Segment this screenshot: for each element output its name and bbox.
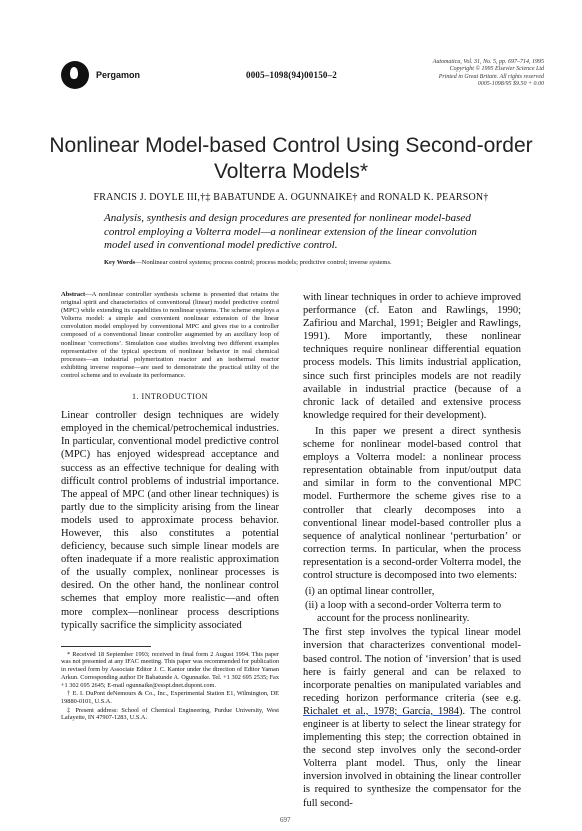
section-heading: 1. INTRODUCTION: [132, 392, 208, 402]
list-item: (i) an optimal linear controller,: [305, 586, 435, 598]
body-paragraph: In this paper we present a direct synthesis scheme for nonlinear model-based control that employs a Volterra model: a nonlinear process representation obtainable from input/output data and similar in form to the conventional MPC model. Furthermore the scheme gives rise to a controller that clearly decomposes into a conventional linear model-based controller plus a sequence of analytical nonlinear ‘perturbation’ or correction terms. In particular, when the process representation is a second-order Volterra model, the control structure is decomposed into two elements:: [303, 425, 521, 581]
page-number: 697: [280, 816, 291, 824]
list-item: (ii) a loop with a second-order Volterra term to account for the process nonlinearity.: [305, 600, 502, 625]
abstract-label: Abstract: [61, 291, 86, 298]
pergamon-logo: [61, 61, 89, 89]
paragraph-text: The first step involves the typical linear model inversion that characterizes conventional model-based control. The notion of ‘inversion’ that is used here is fairly general and can be relaxed to incorporate penalties on manipulated variables and receding horizon performance criteria (see e.g.: [303, 627, 521, 704]
publisher-name: Pergamon: [96, 70, 141, 80]
doi-code: 0005–1098(94)00150–2: [246, 70, 337, 80]
keywords-text: —Nonlinear control systems; process control; process models; predictive control; inverse systems.: [135, 259, 392, 266]
title-line: Nonlinear Model-based Control Using Second-order: [49, 134, 533, 157]
footnote: * Received 18 September 1993; received in final form 2 August 1994. This paper was not presented at any IFAC meeting. This paper was recommended for publication in revised form by Associate Editor J. C. Kantor under the direction of Editor Yaman Arkun. Corresponding author Dr Babatunde A. Ogunnaike. Tel. +1 302 695 2535; Fax +1 302 695 2645; E-mail ogunnaike@esspt.dnet.dupont.com.: [61, 650, 279, 689]
footnote-rule: [61, 646, 151, 647]
journal-line: 0005-1098/95 $9.50 + 0.00: [477, 81, 544, 88]
journal-line: Copyright © 1995 Elsevier Science Ltd: [449, 66, 544, 73]
keywords-label: Key Words: [104, 259, 136, 266]
body-paragraph: with linear techniques in order to achieve improved performance (cf. Eaton and Rawlings, 1990; Zafiriou and Marchal, 1991; Beigler and Rawlings, 1991). More importantly, these nonlinear techniques require nonlinear differential equation process models. This limits industrial application, since such first principles models are not readily available in industrial practice (because of a chronic lack of detailed and extensive process knowledge required for their development).: [303, 292, 521, 421]
right-column: [303, 291, 521, 813]
keywords: [104, 259, 474, 268]
abstract: [61, 291, 279, 380]
summary-lead: Analysis, synthesis and design procedures are presented for nonlinear model-based control employing a Volterra model—a nonlinear extension of the linear convolution model used in conventional model predictive control.: [104, 212, 477, 251]
body-paragraph: [303, 626, 521, 809]
left-column: [61, 291, 279, 723]
author-list: FRANCIS J. DOYLE III,†‡ BABATUNDE A. OGUNNAIKE† and RONALD K. PEARSON†: [93, 192, 489, 203]
intro-paragraph: Linear controller design techniques are widely employed in the chemical/petrochemical industries. In particular, conventional model predictive control (MPC) has enjoyed widespread acceptance and success as an effective technique for dealing with difficult control problems of industrial importance. The appeal of MPC (and other linear techniques) is partly due to the simplicity arising from the linear models used to approximate process behavior. However, this also constitutes a potential deficiency, because such simple linear models are often inadequate if a more realistic approximation of the usually complex, nonlinear processes is desired. On the other hand, the nonlinear control schemes that employ more realistic—and often more complex—nonlinear process descriptions typically sacrifice the simplicity associated: [61, 410, 279, 631]
abstract-text: —A nonlinear controller synthesis scheme is presented that retains the original spirit and characteristics of conventional (linear) model predictive control (MPC) while extending its capabilities to nonlinear systems. The scheme employs a Volterra model: a simple and convenient nonlinear extension of the linear convolution model employed by conventional MPC and gives rise to a controller composed of a conventional linear controller augmented by an auxiliary loop of nonlinear ‘corrections’. Simulation case studies involving two different examples representative of the typical spectrum of nonlinear behavior in real chemical processes—an industrial polymerization reactor and an isothermal reactor exhibiting inverse response—are used to demonstrate the practical utility of the control scheme and to evaluate its performance.: [61, 291, 279, 379]
paper-title: [40, 133, 542, 185]
journal-info: [433, 59, 544, 89]
journal-line: Printed in Great Britain. All rights reserved: [438, 73, 544, 80]
footnote: † E. I. DuPont deNemours & Co., Inc., Experimental Station E1, Wilmington, DE 19880-0101, U.S.A.: [61, 690, 279, 705]
citation-link[interactable]: Richalet et al., 1978; García, 1984: [303, 705, 459, 717]
title-line: Volterra Models*: [213, 160, 369, 183]
footnote: ‡ Present address: School of Chemical Engineering, Purdue University, West Lafayette, IN 47907-1283, U.S.A.: [61, 706, 279, 722]
paragraph-text: ). The control engineer is at liberty to select the linear strategy for implementing this step; the correction obtained in the second step involves only the second-order Volterra plant model. Thus, only the linear inversion involved in obtaining the linear controller is required to synthesize the compensator for the full second-: [303, 705, 521, 809]
journal-line: Automatica, Vol. 31, No. 5, pp. 697–714, 1995: [432, 59, 544, 65]
